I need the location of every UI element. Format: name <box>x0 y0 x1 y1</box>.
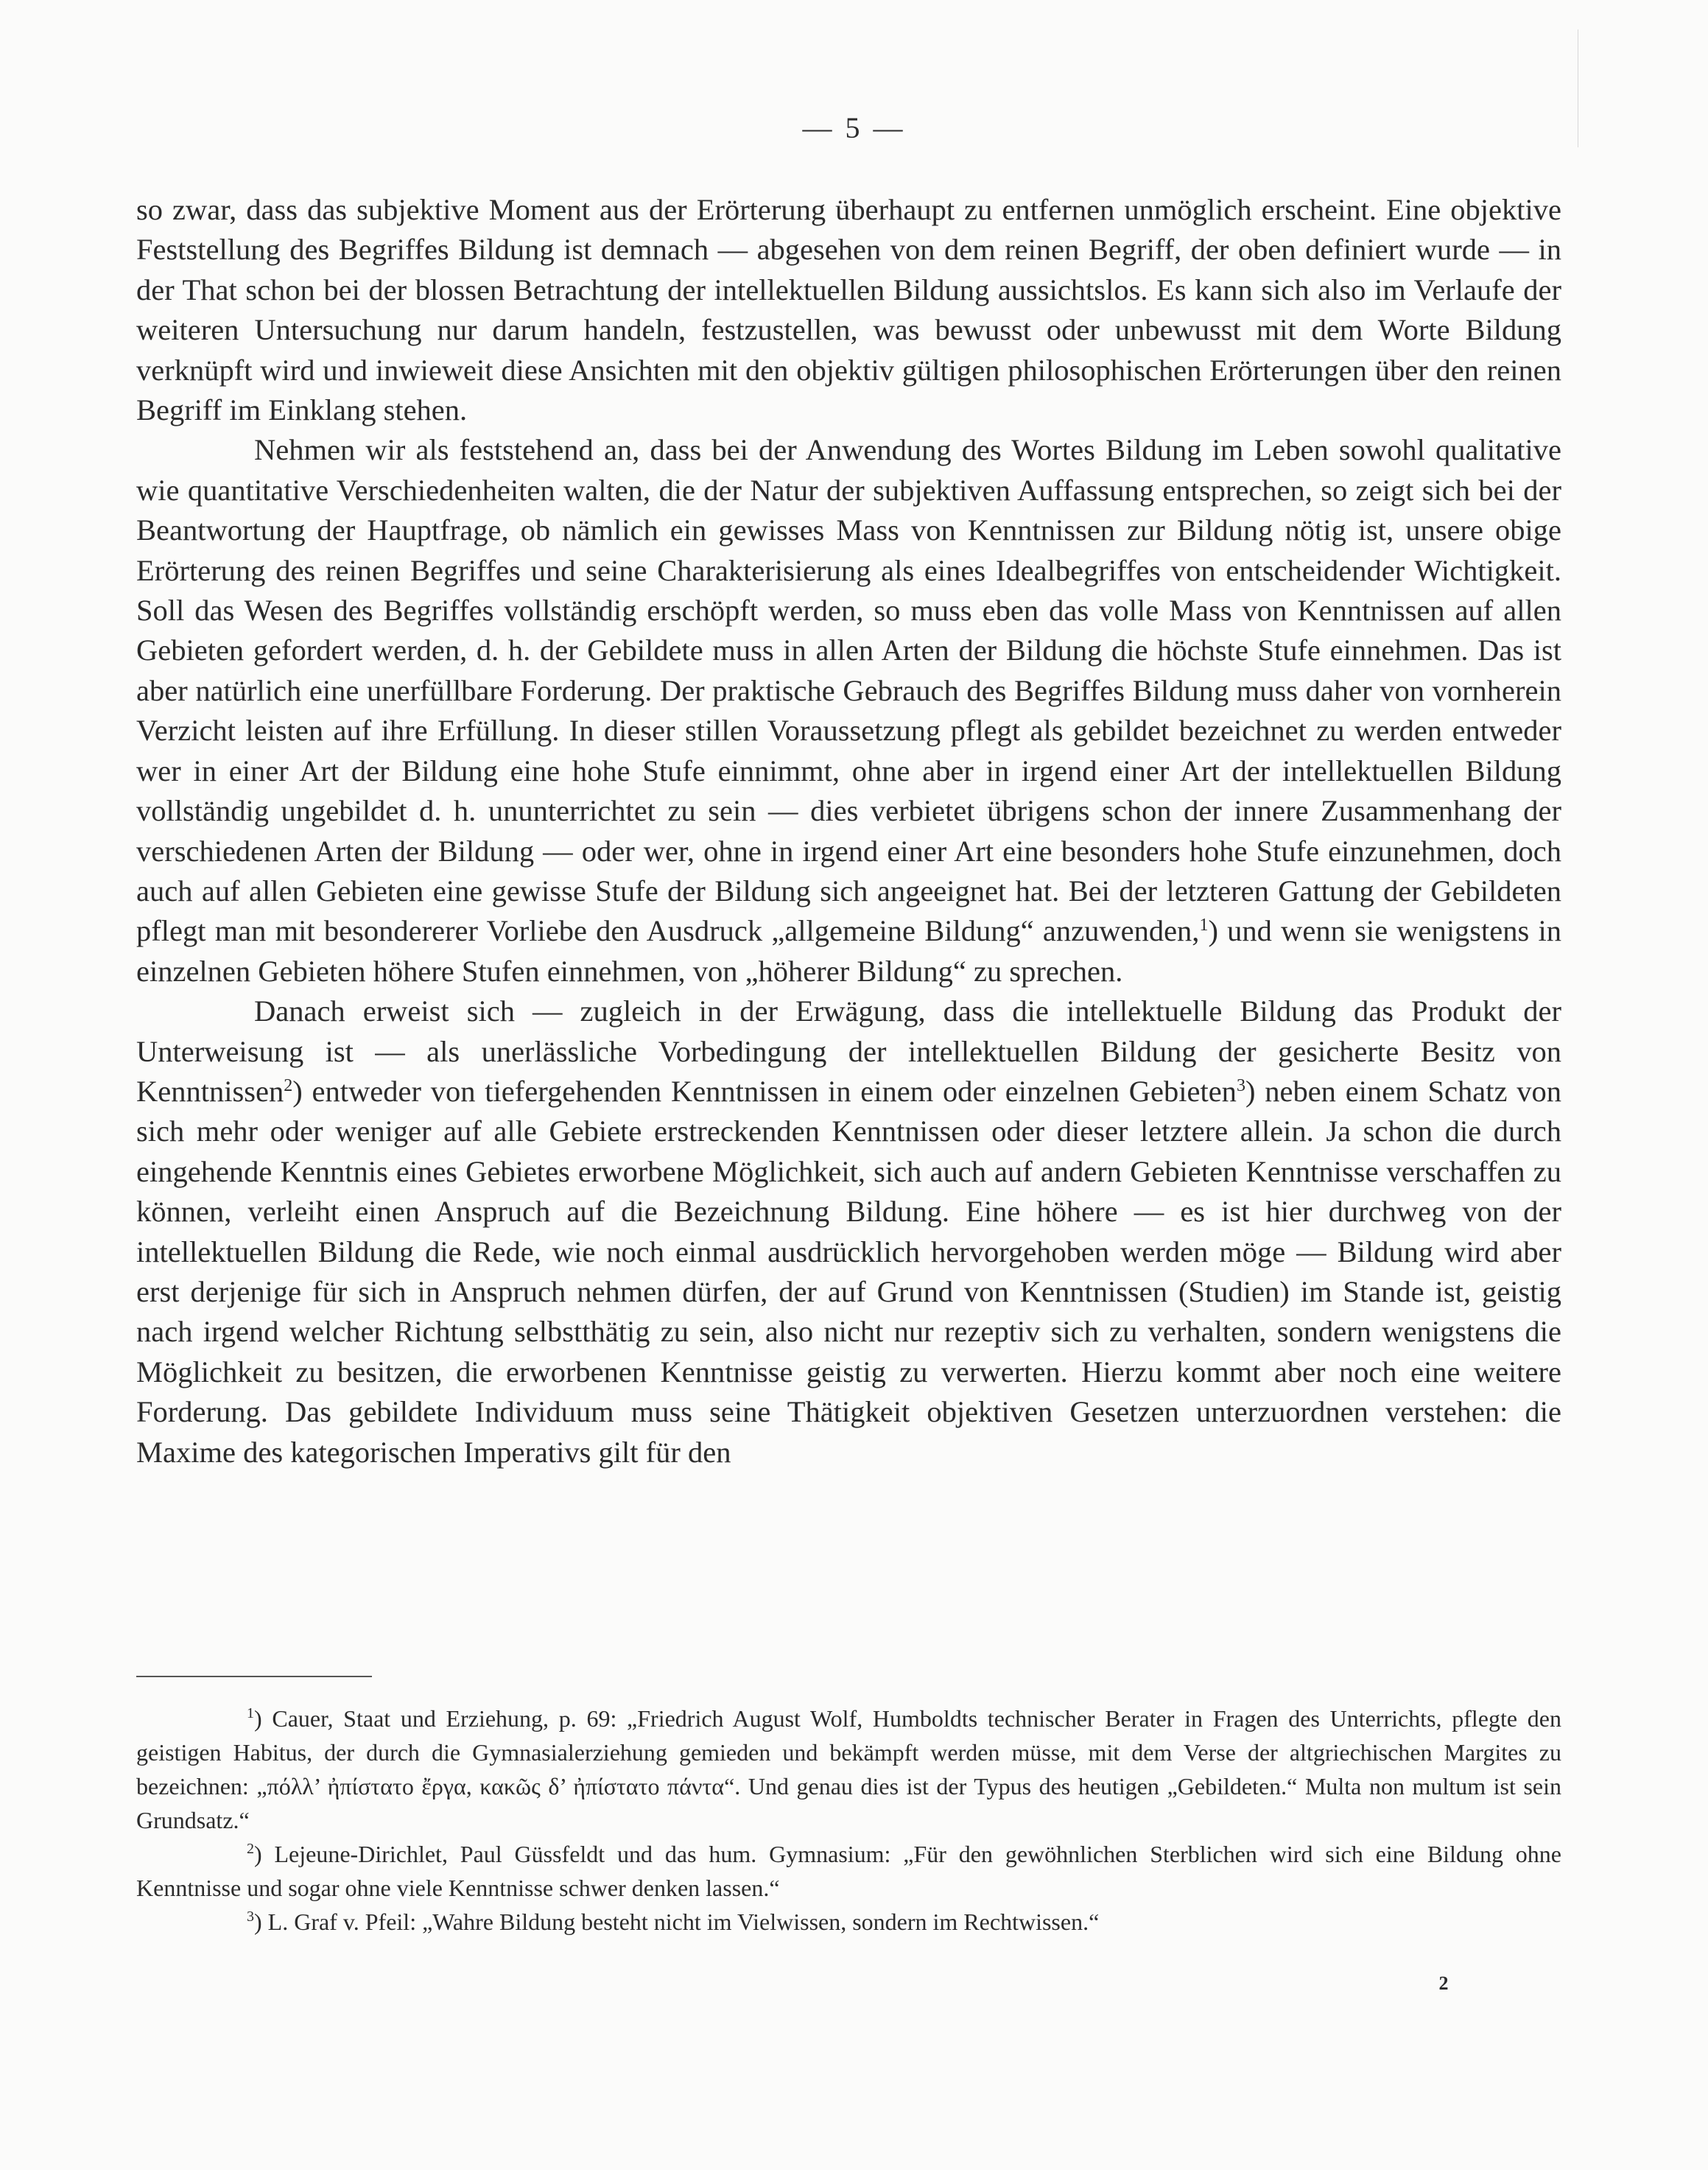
page-number: — 5 — <box>802 111 906 144</box>
footnote-text: ) Cauer, Staat und Erziehung, p. 69: „Friedrich August Wolf, Humboldts technischer Berater in Fragen des Unterrichts, pflegte den geistigen Habitus, der durch die Gymnasialerziehung gemieden und bekämpft werden müsse, mit dem Verse der altgriechischen Margites zu bezeichnen: „πόλλ’ ἠπίστατο ἔργα, κακῶς δ’ ἠπίστατο πάντα“. Und genau dies ist der Typus des heutigen „Gebildeten.“ Multa non multum ist sein Grundsatz.“ <box>136 1705 1561 1833</box>
paragraph-3: Danach erweist sich — zugleich in der Erwägung, dass die intellektuelle Bildung das Produkt der Unterweisung ist — als unerlässliche Vorbedingung der intellektuellen Bildung der gesicherte Besitz von Kenntnissen$^2$) entweder von tiefergehenden Kenntnissen in einem oder einzelnen Gebieten$^3$) neben einem Schatz von sich mehr oder weniger auf alle Gebiete erstreckenden Kenntnissen oder dieser letztere allein. Ja schon die durch eingehende Kenntnis eines Gebietes erworbene Möglichkeit, sich auch auf andern Gebieten Kenntnisse verschaffen zu können, verleiht einen Anspruch auf die Bezeichnung Bildung. Eine höhere — es ist hier durchweg von der intellektuellen Bildung die Rede, wie noch einmal ausdrücklich hervorgehoben werden möge — Bildung wird aber erst derjenige für sich in Anspruch nehmen dürfen, der auf Grund von Kenntnissen (Studien) im Stande ist, geistig nach irgend welcher Richtung selbstthätig zu sein, also nicht nur rezeptiv sich zu verhalten, sondern wenigstens die Möglichkeit zu besitzen, die erworbenen Kenntnisse geistig zu verwerten. Hierzu kommt aber noch eine weitere Forderung. Das gebildete Individuum muss seine Thätigkeit objektiven Gesetzen unterzuordnen verstehen: die Maxime des kategorischen Imperativs gilt für den <box>136 994 1561 1469</box>
paragraph-text-continued: entweder von tiefergehenden Kenntnissen in einem oder einzelnen Gebieten <box>302 1074 1237 1108</box>
footnotes <box>136 1702 1561 1939</box>
footnote-divider <box>136 1676 372 1677</box>
footnote-ref: 2 <box>284 1075 293 1095</box>
footnote-ref: 3 <box>1236 1075 1245 1095</box>
paragraph-text: Nehmen wir als feststehend an, dass bei der Anwendung des Wortes Bildung im Leben sowohl qualitative wie quantitative Verschiedenheiten walten, die der Natur der subjektiven Auffassung entsprechen, so zeigt sich bei der Beantwortung der Hauptfrage, ob nämlich ein gewisses Mass von Kenntnissen zur Bildung nötig ist, unsere obige Erörterung des reinen Begriffes und seine Charakterisierung als eines Idealbegriffes von entscheidender Wichtigkeit. Soll das Wesen des Begriffes vollständig erschöpft werden, so muss eben das volle Mass von Kenntnissen auf allen Gebieten gefordert werden, d. h. der Gebildete muss in allen Arten der Bildung die höchste Stufe einnehmen. Das ist aber natürlich eine unerfüllbare Forderung. Der praktische Gebrauch des Begriffes Bildung muss daher von vornherein Verzicht leisten auf ihre Erfüllung. In dieser stillen Voraussetzung pflegt als gebildet bezeichnet zu werden entweder wer in einer Art der Bildung eine hohe Stufe einnimmt, ohne aber in irgend einer Art der intellektuellen Bildung vollständig ungebildet d. h. ununterrichtet zu sein — dies verbietet übrigens schon der innere Zusammenhang der verschiedenen Arten der Bildung — oder wer, ohne in irgend einer Art eine besonders hohe Stufe einzunehmen, doch auch auf allen Gebieten eine gewisse Stufe der Bildung sich angeeignet hat. Bei der letzteren Gattung der Gebildeten pflegt man mit besondererer Vorliebe den Ausdruck „allgemeine Bildung“ anzuwenden, <box>136 433 1561 948</box>
footnote-3 <box>136 1905 1561 1939</box>
signature-mark: 2 <box>1438 1973 1449 1994</box>
paragraph-text: so zwar, dass das subjektive Moment aus der Erörterung überhaupt zu entfernen unmöglich erscheint. Eine objektive Feststellung des Begriffes Bildung ist demnach — abgesehen von dem reinen Begriff, der oben definiert wurde — in der That schon bei der blossen Betrachtung der intellektuellen Bildung aussichtslos. Es kann sich also im Verlaufe der weiteren Untersuchung nur darum handeln, festzustellen, was bewusst oder unbewusst mit dem Worte Bildung verknüpft wird und inwieweit diese Ansichten mit den objektiv gültigen philosophischen Erörterungen über den reinen Begriff im Einklang stehen. <box>136 193 1561 427</box>
footnote-mark: 3 <box>247 1909 254 1925</box>
footnote-ref: 1 <box>1199 916 1209 935</box>
paragraph-text: Danach erweist sich — zugleich in der Erwägung, dass die intellektuelle Bildung das Produkt der Unterweisung ist — als unerlässliche Vorbedingung der intellektuellen Bildung der gesicherte Besitz von Kenntnissen <box>136 994 1561 1108</box>
footnote-text: ) L. Graf v. Pfeil: „Wahre Bildung besteht nicht im Vielwissen, sondern im Rechtwissen.“ <box>254 1909 1100 1935</box>
footnote-1 <box>136 1702 1561 1837</box>
paragraph-2: Nehmen wir als feststehend an, dass bei der Anwendung des Wortes Bildung im Leben sowohl qualitative wie quantitative Verschiedenheiten walten, die der Natur der subjektiven Auffassung entsprechen, so zeigt sich bei der Beantwortung der Hauptfrage, ob nämlich ein gewisses Mass von Kenntnissen zur Bildung nötig ist, unsere obige Erörterung des reinen Begriffes und seine Charakterisierung als eines Idealbegriffes von entscheidender Wichtigkeit. Soll das Wesen des Begriffes vollständig erschöpft werden, so muss eben das volle Mass von Kenntnissen auf allen Gebieten gefordert werden, d. h. der Gebildete muss in allen Arten der Bildung die höchste Stufe einnehmen. Das ist aber natürlich eine unerfüllbare Forderung. Der praktische Gebrauch des Begriffes Bildung muss daher von vornherein Verzicht leisten auf ihre Erfüllung. In dieser stillen Voraussetzung pflegt als gebildet bezeichnet zu werden entweder wer in einer Art der Bildung eine hohe Stufe einnimmt, ohne aber in irgend einer Art der intellektuellen Bildung vollständig ungebildet d. h. ununterrichtet zu sein — dies verbietet übrigens schon der innere Zusammenhang der verschiedenen Arten der Bildung — oder wer, ohne in irgend einer Art eine besonders hohe Stufe einzunehmen, doch auch auf allen Gebieten eine gewisse Stufe der Bildung sich angeeignet hat. Bei der letzteren Gattung der Gebildeten pflegt man mit besondererer Vorliebe den Ausdruck „allgemeine Bildung“ anzuwenden,$^1$) und wenn sie wenigstens in einzelnen Gebieten höhere Stufen einnehmen, von „höherer Bildung“ zu sprechen. <box>136 433 1561 988</box>
footnote-2 <box>136 1837 1561 1905</box>
main-text <box>136 190 1561 1472</box>
footnote-mark: 1 <box>247 1705 254 1721</box>
footnote-mark: 2 <box>247 1841 254 1857</box>
footnote-text: ) Lejeune-Dirichlet, Paul Güssfeldt und das hum. Gymnasium: „Für den gewöhnlichen Sterblichen wird sich eine Bildung ohne Kenntnisse und sogar ohne viele Kenntnisse schwer denken lassen.“ <box>136 1841 1561 1901</box>
paragraph-text-continued: neben einem Schatz von sich mehr oder weniger auf alle Gebiete erstreckenden Kenntnissen oder dieser letztere allein. Ja schon die durch eingehende Kenntnis eines Gebietes erworbene Möglichkeit, sich auch auf andern Gebieten Kenntnisse verschaffen zu können, verleiht einen Anspruch auf die Bezeichnung Bildung. Eine höhere — es ist hier durchweg von der intellektuellen Bildung die Rede, wie noch einmal ausdrücklich hervorgehoben werden möge — Bildung wird aber erst derjenige für sich in Anspruch nehmen dürfen, der auf Grund von Kenntnissen (Studien) im Stande ist, geistig nach irgend welcher Richtung selbstthätig zu sein, also nicht nur rezeptiv sich zu verhalten, sondern wenigstens die Möglichkeit zu besitzen, die erworbenen Kenntnisse geistig zu verwerten. Hierzu kommt aber noch eine weitere Forderung. Das gebildete Individuum muss seine Thätigkeit objektiven Gesetzen unterzuordnen verstehen: die Maxime des kategorischen Imperativs gilt für den <box>136 1074 1561 1469</box>
paragraph-text-continued: und wenn sie wenigstens in einzelnen Gebieten höhere Stufen einnehmen, von „höherer Bildung“ zu sprechen. <box>136 914 1561 988</box>
paragraph-1 <box>136 190 1561 430</box>
